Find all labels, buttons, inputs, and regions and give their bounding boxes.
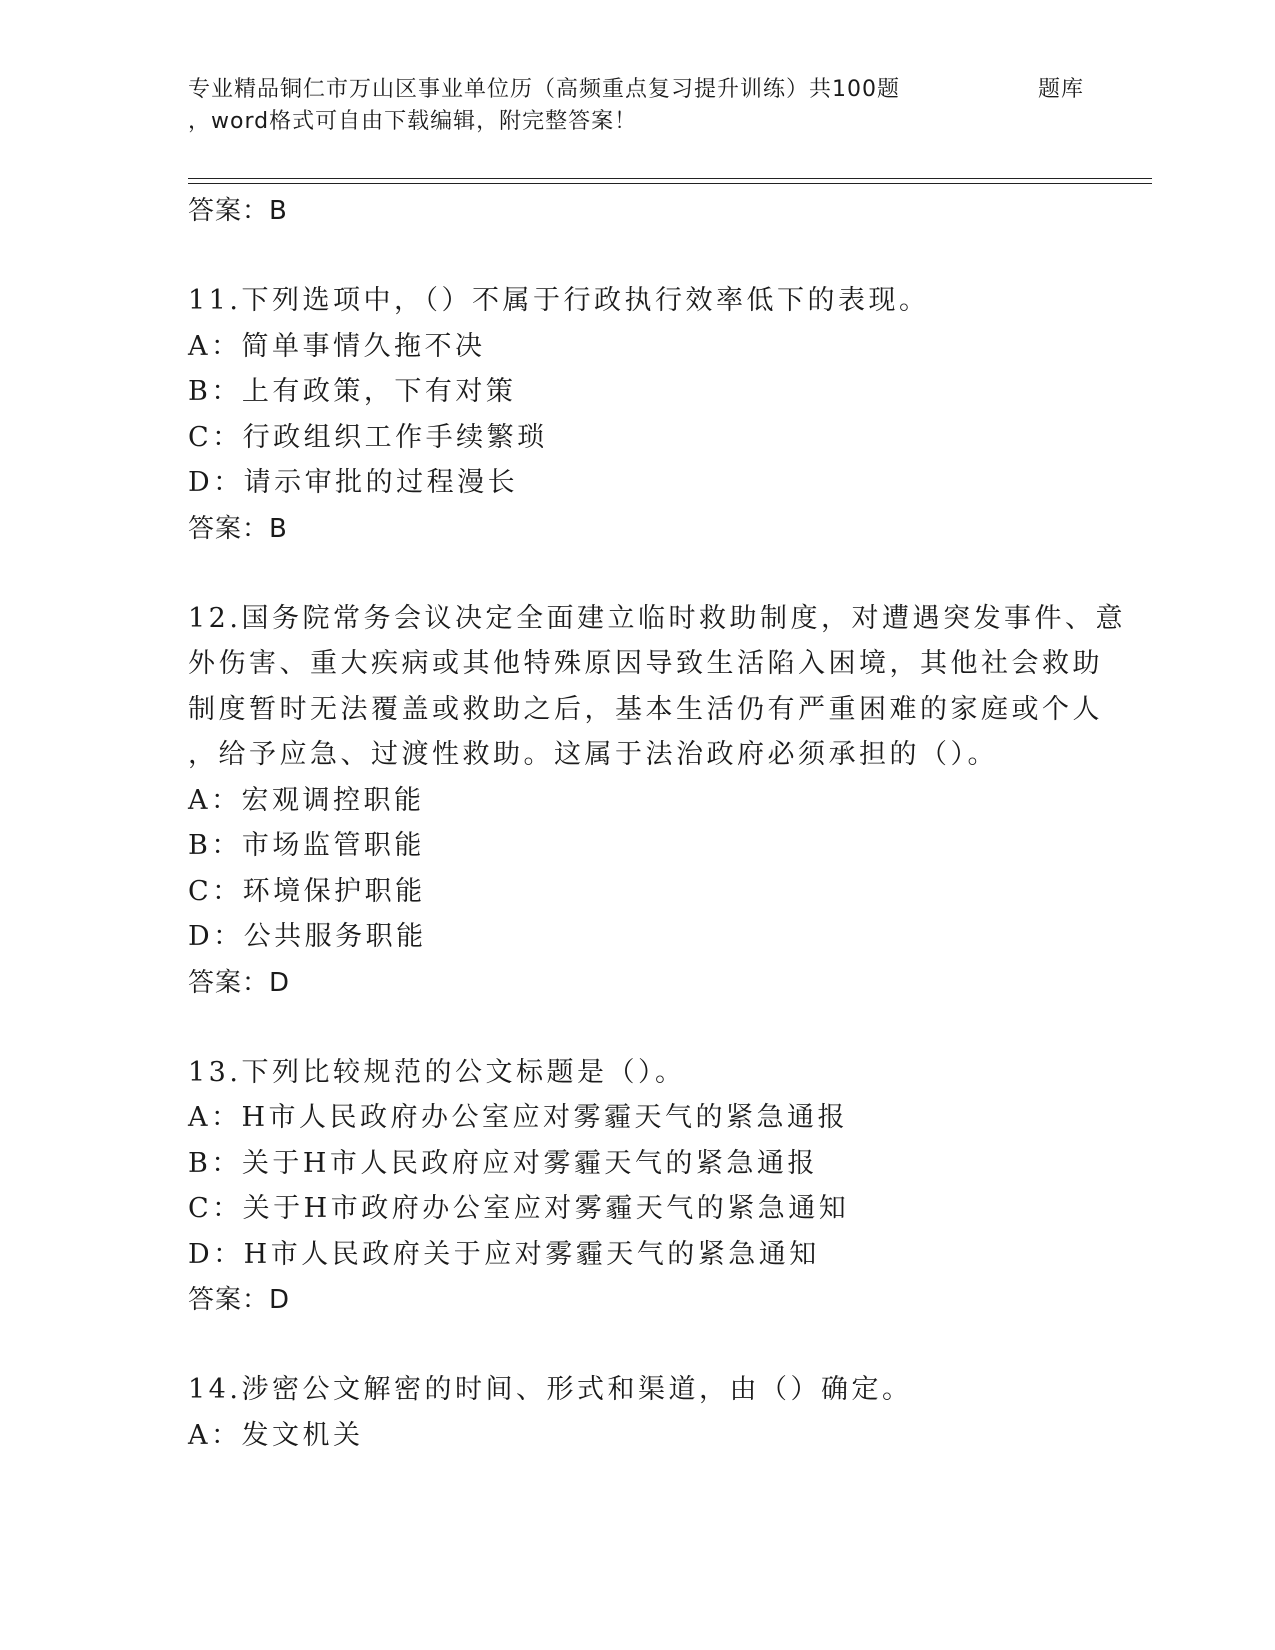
header-divider-top (188, 178, 1152, 179)
question-12 (188, 596, 1126, 1006)
option-c: C：关于H市政府办公室应对雾霾天气的紧急通知 (188, 1193, 850, 1224)
option-b: B：关于H市人民政府应对雾霾天气的紧急通报 (188, 1147, 818, 1179)
option-c: C：行政组织工作手续繁琐 (188, 421, 548, 453)
question-stem (188, 596, 1126, 778)
stem-line: 外伤害、重大疾病或其他特殊原因导致生活陷入困境，其他社会救助 (188, 648, 1103, 679)
question-14 (188, 1367, 1088, 1458)
stem-line: 14.涉密公文解密的时间、形式和渠道，由（）确定。 (188, 1374, 913, 1405)
option-d: D：公共服务职能 (188, 921, 427, 952)
answer-line: 答案：B (188, 513, 288, 544)
question-11 (188, 278, 1088, 552)
document-body (188, 188, 1126, 1458)
option-d: D：请示审批的过程漫长 (188, 467, 519, 498)
question-stem (188, 1367, 1088, 1413)
header-divider-bottom (188, 183, 1152, 184)
stem-line: 11.下列选项中，（）不属于行政执行效率低下的表现。 (188, 285, 930, 316)
page-header (188, 74, 1088, 138)
option-a: A：H市人民政府办公室应对雾霾天气的紧急通报 (188, 1102, 849, 1133)
answer-line: 答案：D (188, 967, 291, 998)
question-13 (188, 1050, 1088, 1324)
option-a: A：发文机关 (188, 1419, 364, 1451)
option-a: A：宏观调控职能 (188, 784, 425, 816)
answer-line: 答案：B (188, 196, 288, 226)
question-stem (188, 278, 1088, 324)
header-right-label: 题库 (1038, 77, 1085, 102)
option-c: C：环境保护职能 (188, 875, 426, 907)
option-a: A：简单事情久拖不决 (188, 330, 486, 362)
stem-line: 12.国务院常务会议决定全面建立临时救助制度，对遭遇突发事件、意 (188, 602, 1126, 634)
stem-line: 制度暂时无法覆盖或救助之后，基本生活仍有严重困难的家庭或个人 (188, 693, 1103, 725)
header-title: 专业精品铜仁市万山区事业单位历（高频重点复习提升训练）共100题 (188, 77, 900, 102)
stem-line: ，给予应急、过渡性救助。这属于法治政府必须承担的（）。 (188, 739, 998, 770)
stem-line: 13.下列比较规范的公文标题是（）。 (188, 1056, 686, 1088)
header-title-line (188, 74, 1088, 106)
answer-line: 答案：D (188, 1285, 291, 1315)
question-stem (188, 1050, 1088, 1096)
option-d: D：H市人民政府关于应对雾霾天气的紧急通知 (188, 1238, 820, 1270)
option-b: B：市场监管职能 (188, 830, 425, 861)
option-b: B：上有政策，下有对策 (188, 376, 517, 407)
header-subtitle: ，word格式可自由下载编辑，附完整答案！ (188, 109, 638, 134)
